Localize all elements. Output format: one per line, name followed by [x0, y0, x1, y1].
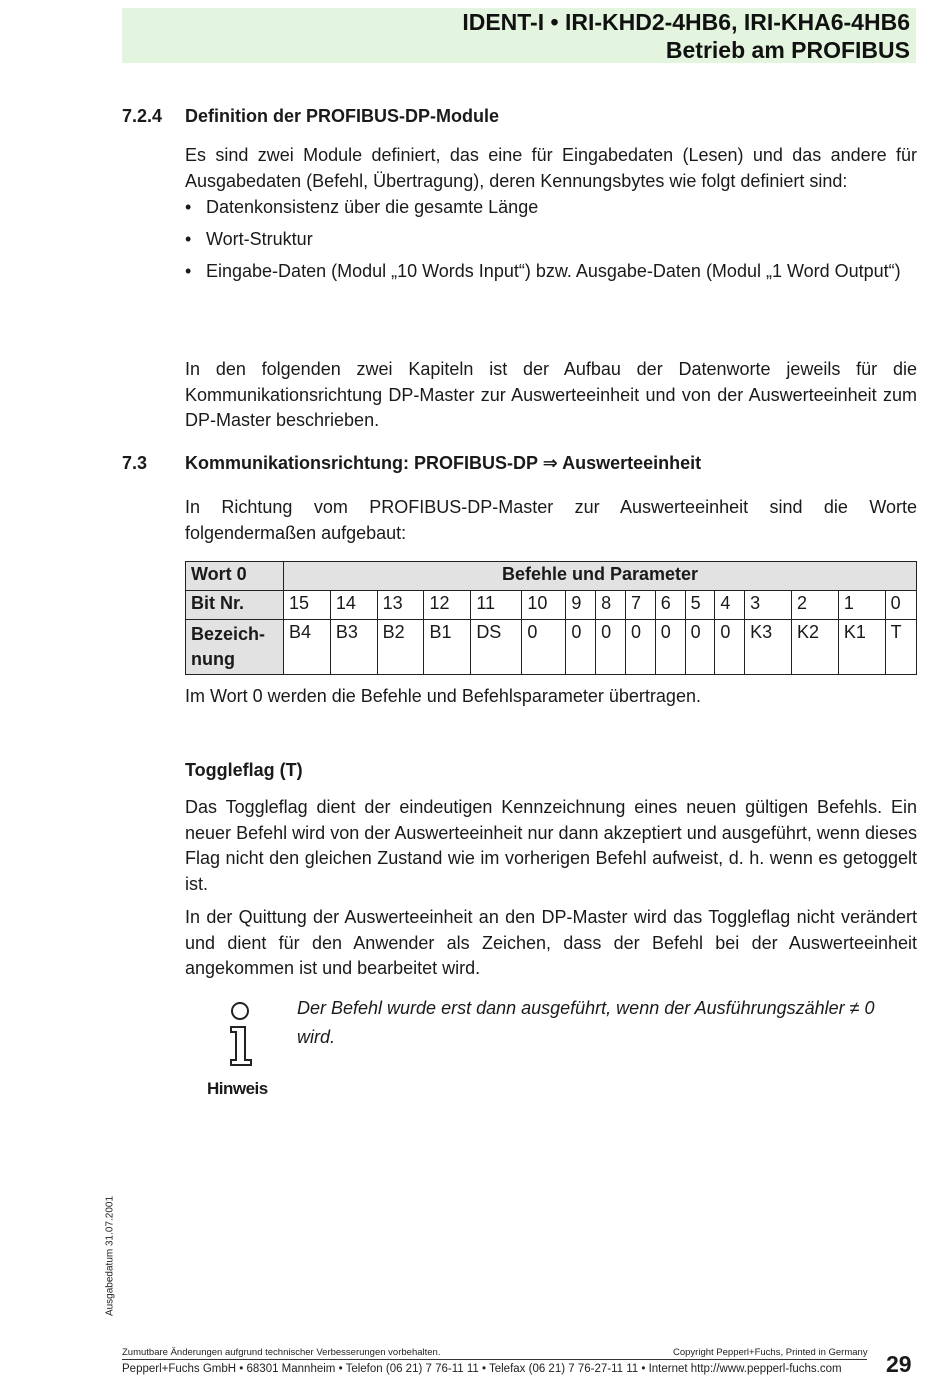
bit-name-cell: 0: [625, 620, 655, 675]
footer-divider: [122, 1359, 867, 1360]
bit-number-cell: 7: [625, 591, 655, 620]
name-label-text: Bezeich-nung: [191, 624, 266, 669]
bullet-text: Eingabe-Daten (Modul „10 Words Input“) bzw. Ausgabe-Daten (Modul „1 Word Output“): [206, 261, 901, 281]
after-table-text: Im Wort 0 werden die Befehle und Befehlsparameter übertragen.: [185, 686, 701, 706]
info-icon: [225, 1000, 255, 1070]
note-label: Hinweis: [207, 1079, 268, 1098]
bit-number-cell: 5: [685, 591, 715, 620]
bit-number-cell: 2: [791, 591, 838, 620]
section-73-title: Kommunikationsrichtung: PROFIBUS-DP ⇒ Auswerteeinheit: [185, 453, 702, 473]
bit-number-cell: 14: [330, 591, 377, 620]
section-73-number: 7.3: [122, 453, 148, 473]
section-724-outro: In den folgenden zwei Kapiteln ist der Aufbau der Datenworte jeweils für die Kommunikationsrichtung DP-Master zur Auswerteeinheit und von der Auswerteeinheit zum DP-Master beschrieben.: [185, 359, 917, 430]
bit-name-cell: 0: [522, 620, 566, 675]
bit-name-cell: B3: [330, 620, 377, 675]
bit-name-cell: 0: [596, 620, 626, 675]
bit-number-cell: 4: [715, 591, 745, 620]
note-text: Der Befehl wurde erst dann ausgeführt, wenn der Ausführungszähler ≠ 0 wird.: [297, 998, 875, 1047]
page-number: 29: [886, 1351, 912, 1377]
toggle-heading: Toggleflag (T): [185, 760, 303, 780]
table-row: [186, 562, 917, 591]
bit-number-cell: 6: [655, 591, 685, 620]
bit-number-cell: 3: [745, 591, 792, 620]
bit-number-cell: 0: [885, 591, 916, 620]
bit-table: [185, 561, 917, 675]
bit-number-cell: 13: [377, 591, 424, 620]
table-row: [186, 620, 917, 675]
bit-name-cell: B4: [284, 620, 331, 675]
bit-number-cell: 11: [471, 591, 522, 620]
table-row: [186, 591, 917, 620]
bit-number-cell: 10: [522, 591, 566, 620]
section-724-intro: Es sind zwei Module definiert, das eine für Eingabedaten (Lesen) und das andere für Ausgabedaten (Befehl, Übertragung), deren Kennungsbytes wie folgt definiert sind:: [185, 145, 917, 191]
section-73-intro: In Richtung vom PROFIBUS-DP-Master zur Auswerteeinheit sind die Worte folgendermaßen aufgebaut:: [185, 497, 917, 543]
page-header: [122, 8, 916, 63]
bit-number-cell: 9: [566, 591, 596, 620]
name-label-cell: [186, 620, 284, 675]
section-724-number: 7.2.4: [122, 106, 163, 126]
bit-name-cell: T: [885, 620, 916, 675]
header-title: IDENT-I • IRI-KHD2-4HB6, IRI-KHA6-4HB6: [462, 9, 910, 35]
bit-number-cell: 12: [424, 591, 471, 620]
bullet-dot: •: [185, 261, 192, 281]
side-date: Ausgabedatum 31.07.2001: [104, 1195, 116, 1317]
bit-name-cell: 0: [715, 620, 745, 675]
footer-disclaimer: Zumutbare Änderungen aufgrund technischer Verbesserungen vorbehalten.: [122, 1347, 441, 1358]
section-724-title: Definition der PROFIBUS-DP-Module: [185, 106, 499, 126]
footer-address: Pepperl+Fuchs GmbH • 68301 Mannheim • Telefon (06 21) 7 76-11 11 • Telefax (06 21) 7 76-27-11 11 • Internet http://www.pepperl-fuchs.com: [122, 1363, 842, 1375]
bit-number-cell: 1: [838, 591, 885, 620]
bit-name-cell: 0: [566, 620, 596, 675]
bit-name-cell: DS: [471, 620, 522, 675]
bit-name-cell: B1: [424, 620, 471, 675]
bit-name-cell: 0: [685, 620, 715, 675]
bit-name-cell: B2: [377, 620, 424, 675]
bit-number-cell: 15: [284, 591, 331, 620]
header-subtitle: Betrieb am PROFIBUS: [665, 37, 910, 63]
toggle-paragraph-1: Das Toggleflag dient der eindeutigen Kennzeichnung eines neuen gültigen Befehls. Ein neuer Befehl wird von der Auswerteeinheit nur dann akzeptiert und ausgeführt, wenn dieses Flag nicht den gleichen Zustand wie im vorherigen Befehl aufweist, d. h. wenn es getoggelt ist.: [185, 797, 917, 894]
toggle-paragraph-2: In der Quittung der Auswerteeinheit an den DP-Master wird das Toggleflag nicht verändert und dient für den Anwender als Zeichen, dass der Befehl bei der Auswerteeinheit angekommen ist und bearbeitet wird.: [185, 907, 917, 978]
footer-copyright: Copyright Pepperl+Fuchs, Printed in Germany: [673, 1347, 868, 1358]
bit-number-cell: 8: [596, 591, 626, 620]
word-label-cell: Wort 0: [186, 562, 284, 591]
bit-name-cell: K2: [791, 620, 838, 675]
bit-name-cell: K1: [838, 620, 885, 675]
bullet-dot: •: [185, 229, 192, 249]
bullet-dot: •: [185, 197, 192, 217]
bullet-text: Wort-Struktur: [206, 229, 313, 249]
bit-name-cell: K3: [745, 620, 792, 675]
bullet-text: Datenkonsistenz über die gesamte Länge: [206, 197, 539, 217]
word-title-cell: Befehle und Parameter: [284, 562, 917, 591]
bit-name-cell: 0: [655, 620, 685, 675]
bitnr-label-cell: Bit Nr.: [186, 591, 284, 620]
